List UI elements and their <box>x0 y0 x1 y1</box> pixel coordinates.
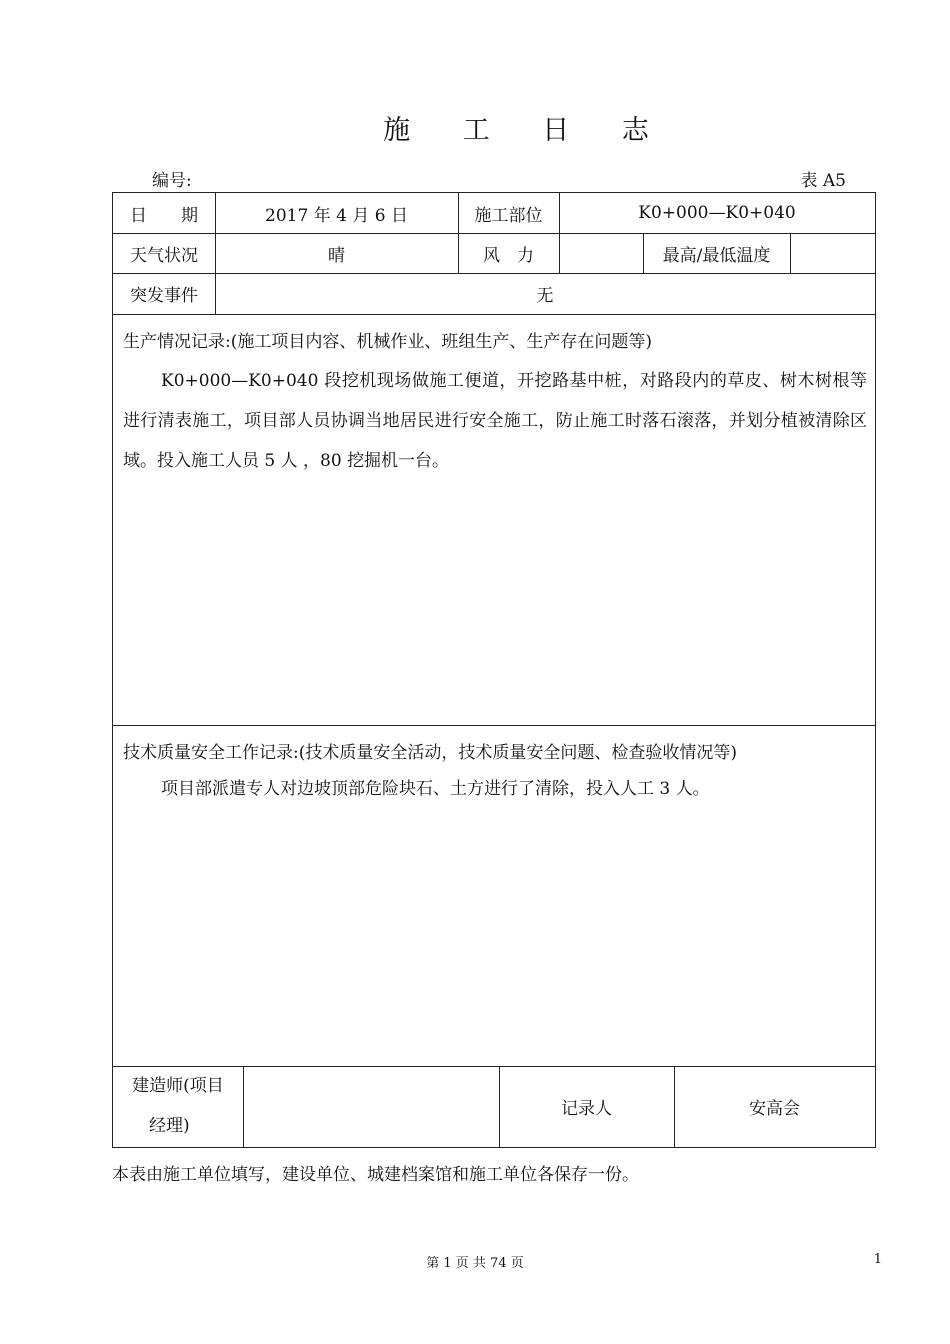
row-divider <box>113 725 875 726</box>
manager-label-line2: 经理) <box>149 1116 190 1136</box>
footnote: 本表由施工单位填写，建设单位、城建档案馆和施工单位各保存一份。 <box>112 1165 639 1185</box>
wind-value <box>559 233 643 273</box>
incident-label: 突发事件 <box>130 286 198 306</box>
page-title: 施 工 日 志 <box>383 115 671 146</box>
form-number: 表 A5 <box>800 171 846 191</box>
wind-label: 风 力 <box>483 245 534 266</box>
weather-label: 天气状况 <box>130 245 198 266</box>
serial-number-label: 编号: <box>152 171 192 191</box>
manager-label <box>113 1066 243 1147</box>
manager-label-line1: 建造师(项目 <box>132 1076 224 1096</box>
row-divider <box>113 314 875 315</box>
construction-log-table <box>112 192 876 1148</box>
quality-heading: 技术质量安全工作记录:(技术质量安全活动，技术质量安全问题、检查验收情况等) <box>123 743 737 763</box>
recorder-label: 记录人 <box>561 1099 612 1119</box>
production-body: K0+000—K0+040 段挖机现场做施工便道，开挖路基中桩，对路段内的草皮、树木树根等进行清表施工，项目部人员协调当地居民进行安全施工，防止施工时落石滚落，并划分植被清除区域。投入施工人员 5 人 ，80 挖掘机一台。 <box>123 371 867 471</box>
temperature-value <box>790 233 875 273</box>
date-value: 2017 年 4 月 6 日 <box>265 205 408 226</box>
location-label: 施工部位 <box>474 205 543 226</box>
incident-value: 无 <box>536 286 554 306</box>
page-indicator: 第 1 页 共 74 页 <box>426 1256 524 1271</box>
manager-value <box>243 1066 499 1147</box>
production-heading: 生产情况记录:(施工项目内容、机械作业、班组生产、生产存在问题等) <box>123 332 652 352</box>
page-number: 1 <box>873 1252 882 1267</box>
date-label: 日 期 <box>130 205 198 226</box>
location-value: K0+000—K0+040 <box>638 203 796 223</box>
quality-body: 项目部派遣专人对边坡顶部危险块石、土方进行了清除，投入人工 3 人。 <box>161 779 710 799</box>
recorder-value: 安高会 <box>749 1099 800 1119</box>
weather-value: 晴 <box>328 245 345 266</box>
temperature-label: 最高/最低温度 <box>662 245 771 266</box>
